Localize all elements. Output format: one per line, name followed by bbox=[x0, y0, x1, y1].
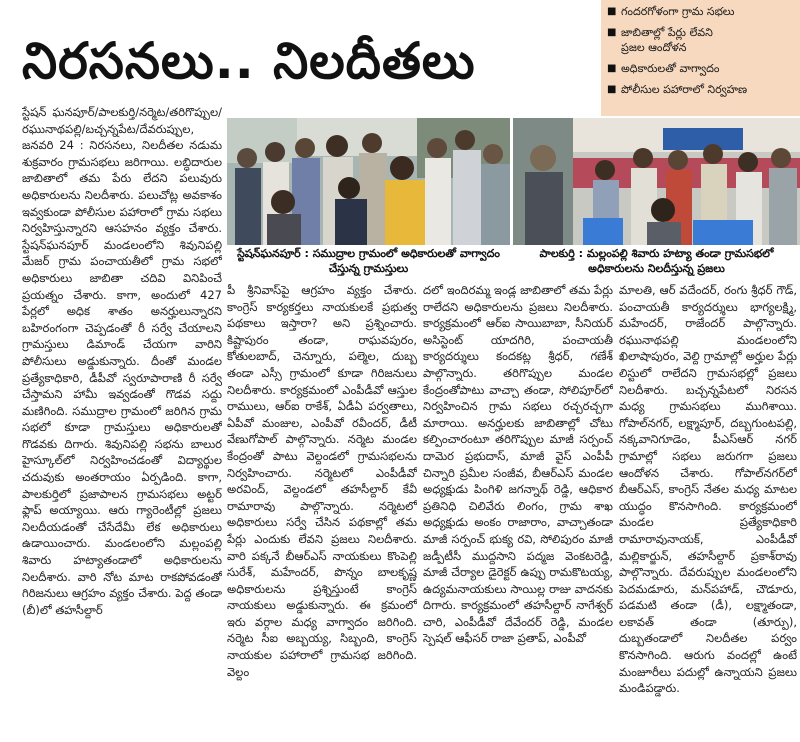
highlight-text: గందరగోళంగా గ్రామ సభలు bbox=[621, 5, 735, 18]
article-column-2 bbox=[227, 282, 417, 736]
highlight-item bbox=[607, 25, 794, 55]
photo-villagers-questioning bbox=[513, 118, 800, 245]
highlight-item bbox=[607, 82, 794, 97]
photo-caption-left: స్టేషన్‌ఘనపూర్ : సముద్రాల గ్రామంలో అధికారులతో వాగ్వాదం చేస్తున్న గ్రామస్తులు bbox=[237, 247, 500, 275]
highlights-box bbox=[601, 0, 800, 116]
highlight-text: పోలీసుల పహారాలో నిర్వహణ bbox=[621, 83, 748, 96]
photo-villagers-arguing bbox=[227, 118, 510, 245]
highlight-item bbox=[607, 4, 794, 19]
photo-scene bbox=[227, 118, 510, 245]
highlight-text: అధికారులతో వాగ్వాదం bbox=[621, 62, 720, 75]
highlight-item bbox=[607, 61, 794, 76]
highlight-text: జాబితాల్లో పేర్లు లేవని bbox=[621, 26, 713, 39]
article-column-3 bbox=[423, 282, 613, 736]
article-paragraph: స్టేషన్ ఘనపూర్/పాలకుర్తి/నర్మెట/తరిగొప్పుల/రఘునాథపల్లి/బచ్చన్నపేట/దేవరుప్పుల, జనవరి 24 : నిరసనలు, నిలదీతల నడుమ శుక్రవారం గ్రామసభలు జరిగాయి. లబ్ధిదారుల జాబితాలో తమ పేరు లేదని పలువురు అధికారులను నిలదీశారు. పలుచోట్ల అవకాశం ఇవ్వకుండా పోలీసుల పహారాలో గ్రామ సభలు నిర్వహిస్తున్నారని ఆసహనం వ్యక్తం చేశారు. స్టేషన్‌ఘనపూర్ మండలంలోని శివునిపల్లి మేజర్ గ్రామ పంచాయతీలో గ్రామ సభలో అధికారులు జాబితా చదివి వినిపించే ప్రయత్నం చేశారు. కాగా, అందులో 427 పేర్లలో అధిక శాతం అనర్హులున్నారని బహిరంగంగా చెప్పడంతో రీ సర్వే చేయాలని గ్రామస్తులు డిమాండ్ చేయగా వారిని పోలీసులు అడ్డుకున్నారు. దీంతో మండల ప్రత్యేకాధికారి, డీపీవో స్వరూపారాణి రీ సర్వే చేస్తామని హామీ ఇవ్వడంతో గొడవ సద్దు మణిగింది. సముద్రాల గ్రామంలో జరిగిన గ్రామ సభలో కూడా గ్రామస్తులు అధికారులతో గొడవకు దిగారు. శివునిపల్లి సభను బాలుర హైస్కూల్‌లో నిర్వహించడంతో విద్యార్థుల చదువుకు అంతరాయం ఏర్పడింది. కాగా, పాలకుర్తిలో ప్రజాపాలన గ్రామసభలు అట్టర్ ఫ్లాప్ అయ్యాయి. ఆరు గ్యారెంటీల్లో ప్రజలు నిలదీయడంతో చేసేదేమీ లేక అధికారులు ఉడాయించారు. మండలంలోని మల్లంపల్లి శివారు హట్యాతండాలో అధికారులను నిలదీశారు. వారి నోట మాట రాకపోవడంతో గిరిజనులు ఆగ్రహం వ్యక్తం చేశారు. పెద్ద తండా (బీ)లో తహసీల్దార్ bbox=[22, 105, 222, 617]
photo-caption-right: పాలకుర్తి : మల్లంపల్లి శివారు హట్యా తండా గ్రామసభలో అధికారులను నిలదీస్తున్న ప్రజలు bbox=[539, 247, 774, 275]
article-paragraph: మాలతి, ఆర్ వదేందర్, రంగు శ్రీధర్ గౌడ్, పంచాయతీ కార్యదర్శులు భాగ్యలక్ష్మి, మహేందర్, రాజేందర్ పాల్గొన్నారు. రఘునాథపల్లి మండలంలోని ఖిలాషాపురం, వెల్ది గ్రామాల్లో అర్హుల పేర్లు లిస్టులో రాలేదని గ్రామసభల్లో ప్రజలు నిలదీశారు. బచ్చన్నపేటలో నిరసన మధ్య గ్రామసభలు ముగిశాయి. గోపాల్‌నగర్, లక్ష్మాపూర్, దబ్బగుంటపల్లి, నక్కవానిగూడెం, పీఎస్‌ఆర్ నగర్ గ్రామాల్లో సభలు జరుగగా ప్రజలు ఆందోళన చేశారు. గోపాల్‌నగర్‌లో బీఆర్ఎస్, కాంగ్రెస్ నేతల మధ్య మాటల యుద్ధం కొనసాగింది. కార్యక్రమంలో మండల ప్రత్యేకాధికారి రామారావునాయక్, ఎంపీడీవో మల్లికార్జున్, తహసీల్దార్ ప్రకాశ్‌రావు పాల్గొన్నారు. దేవరుప్పుల మండలంలోని పెదమడూరు, మన్‌పహాడ్, చౌడూరు, పడమటి తండా (డీ), లక్ష్మాతండా, లకావత్ తండా (తూర్పు), దుబ్బతండాలో నిలదీతల పర్వం కొనసాగింది. ఆరుగు వందల్లో ఉంటే మంజూరీలు పదుల్లో ఉన్నాయని ప్రజలు మండిపడ్డారు. bbox=[619, 283, 797, 696]
article-paragraph: దలో ఇందిరమ్మ ఇండ్ల జాబితాలో తమ పేర్లు రాలేదని అధికారులను ప్రజలు నిలదీశారు. కార్యక్రమంలో ఆర్ఐ సాయిబాబా, సీనియర్ అసిస్టెంట్ యాదగిరి, పంచాయతీ కార్యదర్శులు కందకట్ల శ్రీధర్, గణేశ్ పాల్గొన్నారు. తరిగొప్పుల మండల కేంద్రంతోపాటు వాచ్చా తండా, సోలిపూర్‌లో నిర్వహించిన గ్రామ సభలు రచ్చరచ్చగా మారాయి. అనర్హులకు జాబితాల్లో చోటు కల్పించారంటూ తరిగొప్పుల మాజీ సర్పంచ్ దామెర ప్రభుదాస్, మాజీ వైస్ ఎంపీపీ చిన్నారి ప్రమీల సంజీవ, బీఆర్ఎస్ మండల అధ్యక్షుడు పింగిళి జగన్నాథ్ రెడ్డి, ఆధికార ప్రతినిధి చిలివేరు లింగం, గ్రామ శాఖ అధ్యక్షుడు అంకం రాజారాం, వాచ్చాతండా మాజీ సర్పంచ్ భుక్య రవి, సోలిపురం మాజీ జడ్పీటీసీ ముద్దసాని పద్మజ వెంకటరెడ్డి, మాజీ చేర్యాల డైరెక్టర్ ఉప్పు రామకొటయ్య, ఉద్యమనాయకులు సాయిల్ల రాజు వాదనకు దిగారు. కార్యక్రమంలో తహసీల్దార్ నాగేశ్వర్ చారి, ఎంపీడీవో దేవేందర్ రెడ్డి, మండల స్పెషల్ ఆఫీసర్ రాజా ప్రతాప్, ఎంపీవో bbox=[423, 283, 613, 646]
article-column-1 bbox=[22, 104, 222, 736]
article-paragraph: పీ శ్రీనివాస్‌పై ఆగ్రహం వ్యక్తం చేశారు. కాంగ్రెస్ కార్యకర్తలు నాయకులకే ప్రభుత్వ పథకాలు ఇస్తారా? అని ప్రశ్నించారు. కిష్టాపురం తండా, రాఘవపురం, కోతులబాద్, చెన్నూరు, పల్మెల, దుబ్బ తండా ఎస్సీ గ్రామంలో కూడా గిరిజనులు నిలదీశారు. కార్యక్రమంలో ఎంపీడీవో ఆస్తుల రాములు, ఆర్ఐ రాకేశ్, ఏడీఏ పర్వతాలు, ఏపీవో మంజుల, ఎంపీవో రవీందర్, డీటీ వేణుగోపాల్ పాల్గొన్నారు. నర్మెట మండల కేంద్రంతో పాటు వెల్దండలో గ్రామసభలను నిర్వహించారు. నర్మెటలో ఎంపీడీవో అరవింద్, వెల్దండలో తహసీల్దార్ కేవీ రామారావు పాల్గొన్నారు. నర్మెటలో అధికారులు సర్వే చేసిన పథకాల్లో తమ పేర్లు ఎందుకు లేవని ప్రజలు నిలదీశారు. వారి పక్కనే బీఆర్ఎస్ నాయకులు కొంపెల్లి సురేశ్, మహేందర్, పొన్నం బాలకృష్ణ అధికారులను ప్రశ్నిస్తుంటే కాంగ్రెస్ నాయకులు అడ్డుకున్నారు. ఈ క్రమంలో ఇరు వర్గాల మధ్య వాగ్వాదం జరిగింది. నర్మెట సీఐ అబ్బయ్య, సిబ్బంది, కాంగ్రెస్ నాయకుల పహారాలో గ్రామసభ జరిగింది. వెల్దం bbox=[227, 283, 417, 679]
headline: నిరసనలు.. నిలదీతలు bbox=[22, 32, 476, 90]
photo-scene bbox=[513, 118, 800, 245]
article-column-4 bbox=[619, 282, 797, 736]
highlight-text-line2: ప్రజల ఆందోళన bbox=[621, 41, 687, 54]
